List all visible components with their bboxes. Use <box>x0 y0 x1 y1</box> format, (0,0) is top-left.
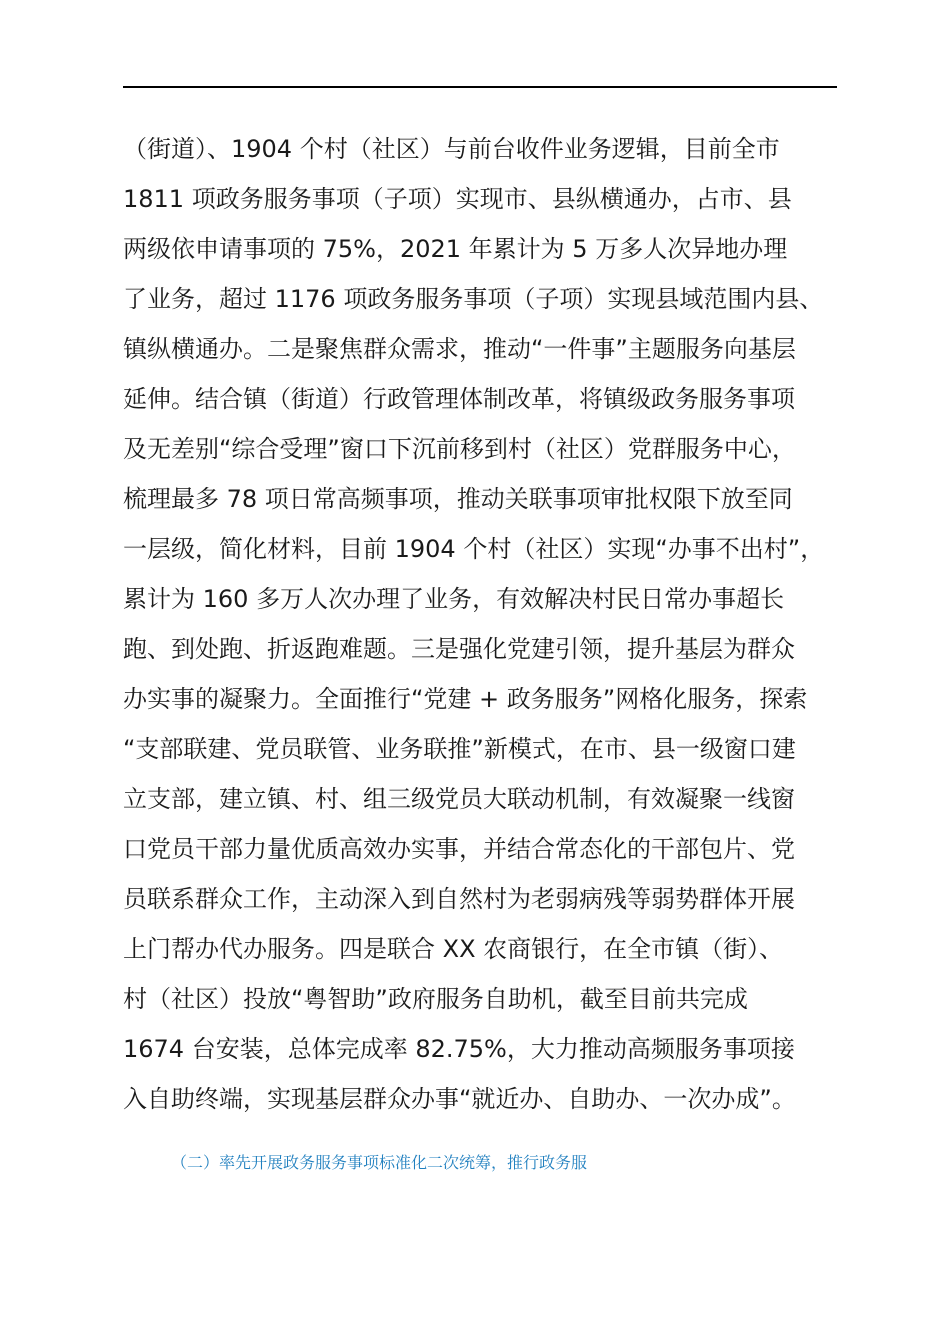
paragraph-line: 两级依申请事项的 75%，2021 年累计为 5 万多人次异地办理 <box>123 235 788 263</box>
paragraph-line: 了业务，超过 1176 项政务服务事项（子项）实现县域范围内县、 <box>123 285 824 313</box>
paragraph-line: 及无差别“综合受理”窗口下沉前移到村（社区）党群服务中心， <box>123 435 796 463</box>
paragraph-line: 村（社区）投放“粤智助”政府服务自助机，截至目前共完成 <box>123 985 748 1013</box>
paragraph-line: 梳理最多 78 项日常高频事项，推动关联事项审批权限下放至同 <box>123 485 793 513</box>
paragraph-line: 口党员干部力量优质高效办实事，并结合常态化的干部包片、党 <box>123 835 795 863</box>
paragraph-line: （街道）、1904 个村（社区）与前台收件业务逻辑，目前全市 <box>123 135 780 163</box>
paragraph-line: 员联系群众工作，主动深入到自然村为老弱病残等弱势群体开展 <box>123 885 795 913</box>
header-rule <box>123 86 837 88</box>
paragraph-line: 1811 项政务服务事项（子项）实现市、县纵横通办，占市、县 <box>123 185 792 213</box>
paragraph-line: 延伸。结合镇（街道）行政管理体制改革，将镇级政务服务事项 <box>123 385 795 413</box>
paragraph-line: “支部联建、党员联管、业务联推”新模式，在市、县一级窗口建 <box>123 735 796 763</box>
section-subheading: （二）率先开展政务服务事项标准化二次统筹，推行政务服 <box>171 1153 588 1172</box>
paragraph-line: 办实事的凝聚力。全面推行“党建 + 政务服务”网格化服务，探索 <box>123 685 808 713</box>
body-paragraph <box>123 124 873 1124</box>
paragraph-line: 上门帮办代办服务。四是联合 XX 农商银行，在全市镇（街）、 <box>123 935 784 963</box>
paragraph-line: 立支部，建立镇、村、组三级党员大联动机制，有效凝聚一线窗 <box>123 785 795 813</box>
paragraph-line: 跑、到处跑、折返跑难题。三是强化党建引领，提升基层为群众 <box>123 635 795 663</box>
paragraph-line: 累计为 160 多万人次办理了业务，有效解决村民日常办事超长 <box>123 585 785 613</box>
paragraph-line: 镇纵横通办。二是聚焦群众需求，推动“一件事”主题服务向基层 <box>123 335 796 363</box>
paragraph-line: 入自助终端，实现基层群众办事“就近办、自助办、一次办成”。 <box>123 1085 796 1113</box>
paragraph-line: 一层级，简化材料，目前 1904 个村（社区）实现“办事不出村”， <box>123 535 825 563</box>
paragraph-line: 1674 台安装，总体完成率 82.75%，大力推动高频服务事项接 <box>123 1035 795 1063</box>
